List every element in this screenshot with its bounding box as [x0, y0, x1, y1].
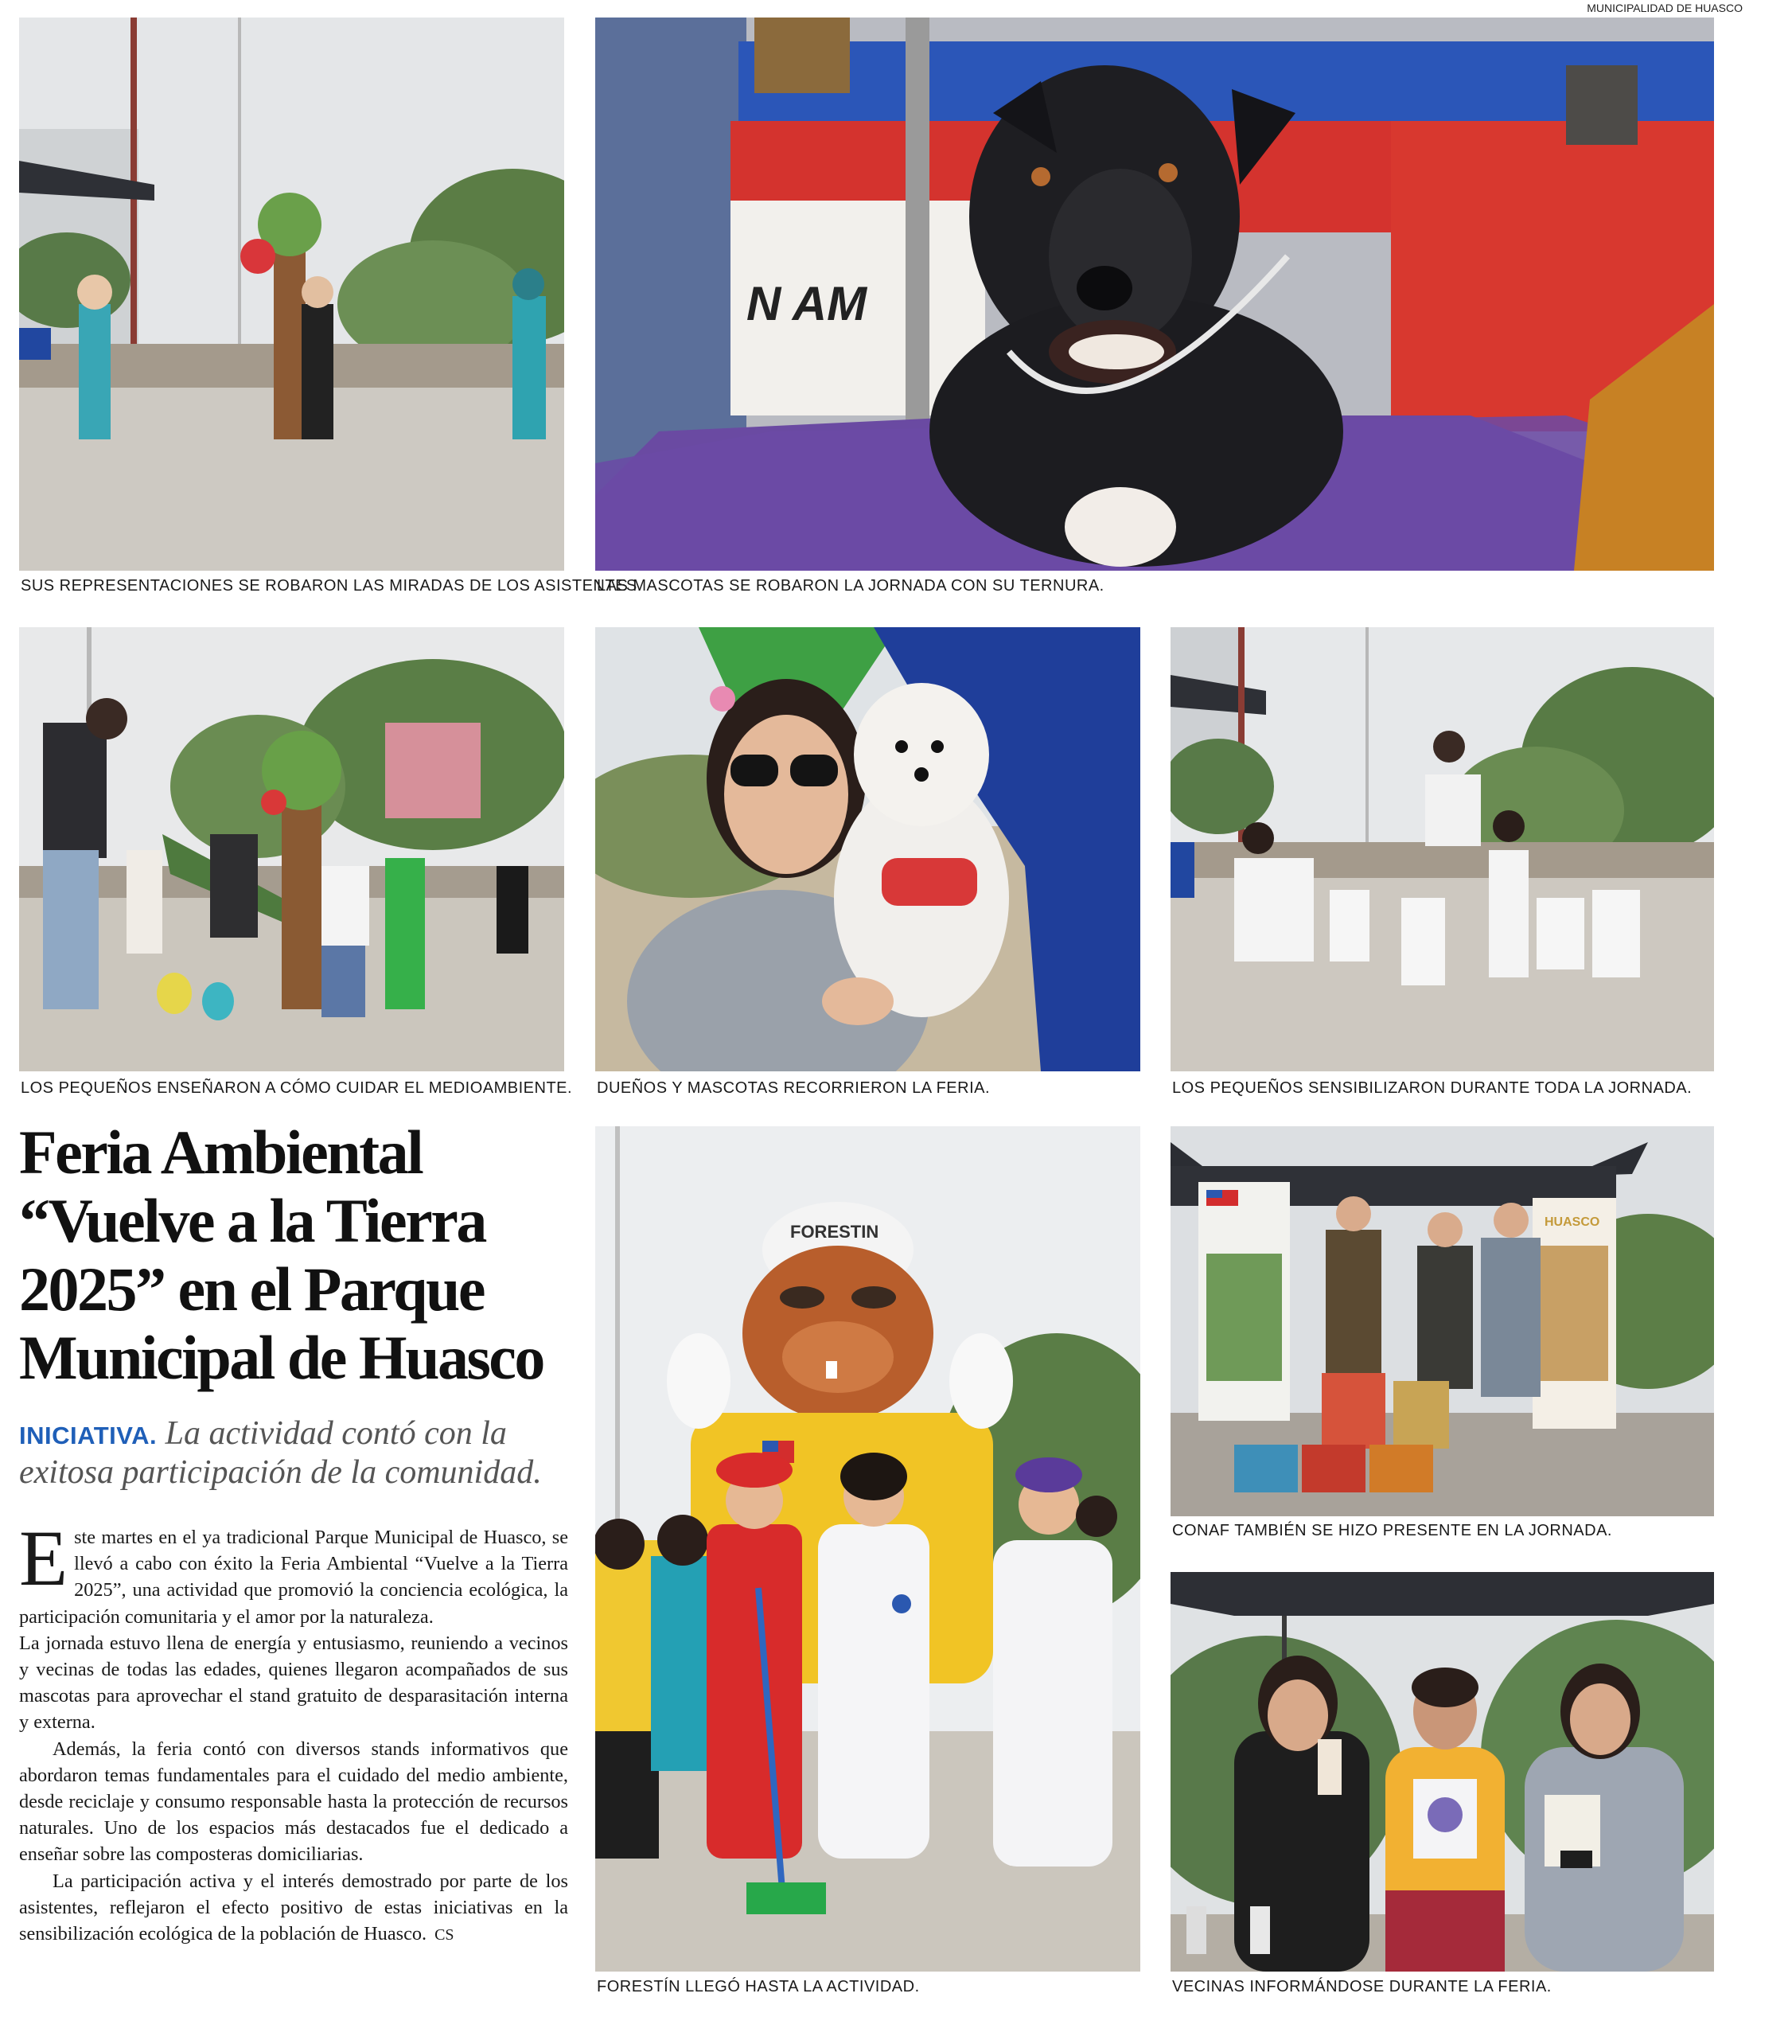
photo-conaf — [1171, 1126, 1714, 1516]
paragraph-3: Además, la feria contó con diversos stands informativos que abordaron temas fundamentales para el cuidado del medio ambiente, desde reciclaje y consumo responsable hasta la protección de recursos naturales. Uno de los espacios más destacados fue el dedicado a enseñar sobre las composteras domiciliarias. — [19, 1738, 568, 1866]
caption-photo-performance: SUS REPRESENTACIONES SE ROBARON LAS MIRADAS DE LOS ASISTENTES. — [21, 577, 642, 595]
photo-forestin — [595, 1126, 1140, 1972]
photo-kids-white — [1171, 627, 1714, 1071]
kicker-text: La actividad contó con la exitosa participación de la comunidad. — [19, 1415, 542, 1491]
caption-photo-kids-white: LOS PEQUEÑOS SENSIBILIZARON DURANTE TODA LA JORNADA. — [1172, 1079, 1693, 1097]
end-mark-icon: CS — [434, 1926, 454, 1945]
article-kicker — [19, 1415, 576, 1491]
paragraph-4: La participación activa y el interés demostrado por parte de los asistentes, reflejaron el efecto positivo de estas iniciativas en la sensibilización ecológica de la población de Huasco. CS — [19, 1870, 568, 1945]
photo-performance — [19, 18, 564, 571]
caption-photo-teaching: LOS PEQUEÑOS ENSEÑARON A CÓMO CUIDAR EL MEDIOAMBIENTE. — [21, 1079, 573, 1097]
photo-dog — [595, 18, 1714, 571]
caption-photo-conaf: CONAF TAMBIÉN SE HIZO PRESENTE EN LA JORNADA. — [1172, 1522, 1612, 1539]
dropcap: E — [19, 1514, 68, 1602]
article-body — [19, 1514, 568, 1948]
paragraph-1: Este martes en el ya tradicional Parque Municipal de Huasco, se llevó a cabo con éxito la Feria Ambiental “Vuelve a la Tierra 2025”, una actividad que promovió la conciencia ecológica, la participación comunitaria y el amor por la naturaleza. — [19, 1514, 568, 1628]
conaf-banner-text: HUASCO — [1545, 1215, 1600, 1229]
caption-photo-neighbours: VECINAS INFORMÁNDOSE DURANTE LA FERIA. — [1172, 1978, 1552, 1995]
caption-photo-forestin: FORESTÍN LLEGÓ HASTA LA ACTIVIDAD. — [597, 1978, 920, 1995]
photo-owner-pet — [595, 627, 1140, 1071]
kicker-label: INICIATIVA. — [19, 1422, 158, 1449]
mascot-cap-text: FORESTIN — [790, 1222, 879, 1242]
photo-credit: MUNICIPALIDAD DE HUASCO — [1587, 2, 1743, 14]
photo-teaching — [19, 627, 564, 1071]
photo-neighbours — [1171, 1572, 1714, 1972]
article-headline: Feria Ambiental “Vuelve a la Tierra 2025” en el Parque Municipal de Huasco — [19, 1118, 543, 1392]
paragraph-2: La jornada estuvo llena de energía y entusiasmo, reuniendo a vecinos y vecinas de todas las edades, quienes llegaron acompañados de sus mascotas para aprovechar el stand gratuito de desparasitación interna y externa. — [19, 1632, 568, 1734]
caption-photo-owner-pet: DUEÑOS Y MASCOTAS RECORRIERON LA FERIA. — [597, 1079, 991, 1097]
banner-text: N AM — [746, 277, 867, 330]
caption-photo-dog: LAS MASCOTAS SE ROBARON LA JORNADA CON SU TERNURA. — [597, 577, 1104, 595]
